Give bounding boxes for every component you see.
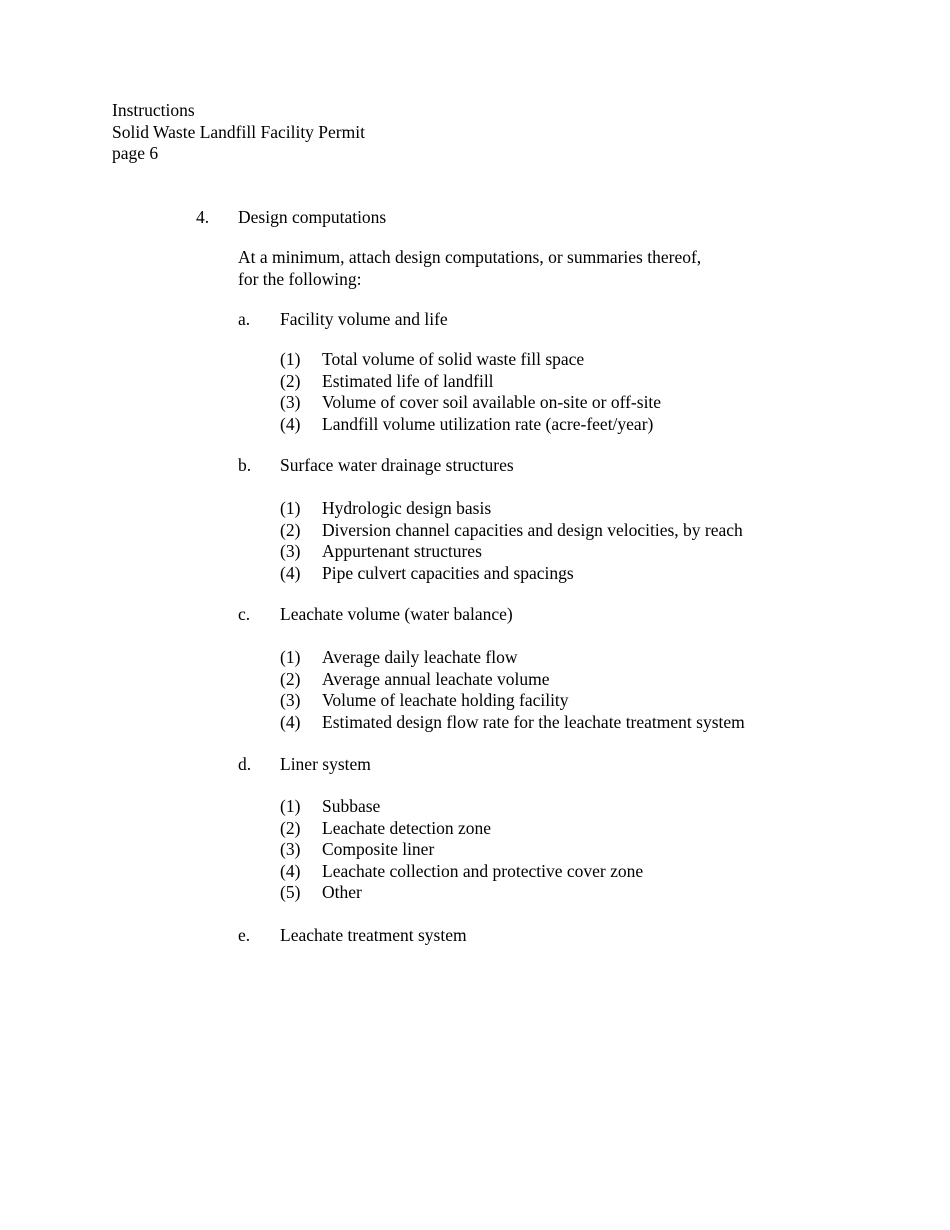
item-text: Landfill volume utilization rate (acre-feet/year) [322, 413, 654, 434]
subsection-liner-system [238, 754, 916, 904]
intro-line: At a minimum, attach design computations, or summaries thereof, [238, 247, 702, 267]
subsection-facility-volume [238, 309, 916, 435]
list-item [280, 882, 916, 904]
subsection-leachate-volume [238, 604, 916, 733]
subsection-items [280, 647, 916, 733]
item-number: (1) [280, 349, 301, 369]
item-text: Other [322, 882, 362, 902]
item-number: (1) [280, 796, 301, 816]
section-number: 4. [196, 207, 210, 227]
list-item [280, 818, 916, 840]
subsection-leachate-treatment [238, 925, 916, 947]
section-design-computations [196, 207, 916, 947]
item-text: Leachate collection and protective cover zone [322, 860, 644, 881]
item-number: (5) [280, 882, 301, 902]
list-item [280, 861, 916, 883]
list-item [280, 690, 916, 712]
item-text: Volume of leachate holding facility [322, 690, 569, 710]
item-number: (2) [280, 817, 301, 838]
item-text: Appurtenant structures [322, 541, 482, 561]
section-heading [196, 207, 916, 229]
list-item [280, 669, 916, 691]
section-intro [238, 247, 758, 290]
item-text: Estimated life of landfill [322, 370, 494, 391]
header-page-number: page 6 [112, 143, 159, 163]
item-number: (3) [280, 392, 301, 412]
subsection-title: Surface water drainage structures [280, 455, 514, 475]
list-item [280, 414, 916, 436]
list-item [280, 520, 916, 542]
list-item [280, 392, 916, 414]
list-item [280, 498, 916, 520]
item-number: (1) [280, 498, 301, 518]
item-text: Average annual leachate volume [322, 668, 550, 689]
subsection-letter: e. [238, 924, 251, 945]
item-number: (2) [280, 370, 301, 391]
item-text: Total volume of solid waste fill space [322, 349, 585, 369]
item-number: (4) [280, 860, 301, 881]
item-text: Subbase [322, 796, 381, 816]
subsection-title: Facility volume and life [280, 309, 448, 329]
list-item [280, 712, 916, 734]
item-number: (1) [280, 647, 301, 667]
subsection-letter: d. [238, 754, 252, 774]
list-item [280, 647, 916, 669]
list-item [280, 349, 916, 371]
subsection-letter: b. [238, 455, 252, 475]
intro-line: for the following: [238, 268, 362, 289]
subsection-items [280, 349, 916, 435]
item-number: (3) [280, 839, 301, 859]
item-text: Leachate detection zone [322, 817, 492, 838]
item-number: (4) [280, 711, 301, 732]
header-document-type: Instructions [112, 100, 195, 120]
item-text: Average daily leachate flow [322, 647, 518, 667]
item-number: (3) [280, 541, 301, 561]
item-text: Estimated design flow rate for the leachate treatment system [322, 711, 745, 732]
item-text: Diversion channel capacities and design velocities, by reach [322, 519, 743, 540]
item-number: (2) [280, 519, 301, 540]
item-text: Composite liner [322, 839, 435, 859]
subsection-title: Liner system [280, 754, 371, 774]
subsection-items [280, 498, 916, 584]
list-item [280, 541, 916, 563]
item-number: (3) [280, 690, 301, 710]
item-text: Volume of cover soil available on-site or off-site [322, 392, 662, 412]
subsection-letter: a. [238, 309, 251, 329]
header-form-title: Solid Waste Landfill Facility Permit [112, 121, 365, 142]
subsection-surface-water-drainage [238, 455, 916, 584]
subsection-title: Leachate treatment system [280, 924, 467, 945]
page-header [112, 100, 365, 165]
list-item [280, 371, 916, 393]
item-number: (2) [280, 668, 301, 689]
item-text: Hydrologic design basis [322, 498, 492, 518]
subsection-items [280, 796, 916, 904]
list-item [280, 839, 916, 861]
section-title: Design computations [238, 207, 387, 227]
item-text: Pipe culvert capacities and spacings [322, 562, 574, 583]
subsection-title: Leachate volume (water balance) [280, 604, 513, 624]
list-item [280, 563, 916, 585]
item-number: (4) [280, 413, 301, 434]
list-item [280, 796, 916, 818]
item-number: (4) [280, 562, 301, 583]
subsection-letter: c. [238, 604, 251, 624]
